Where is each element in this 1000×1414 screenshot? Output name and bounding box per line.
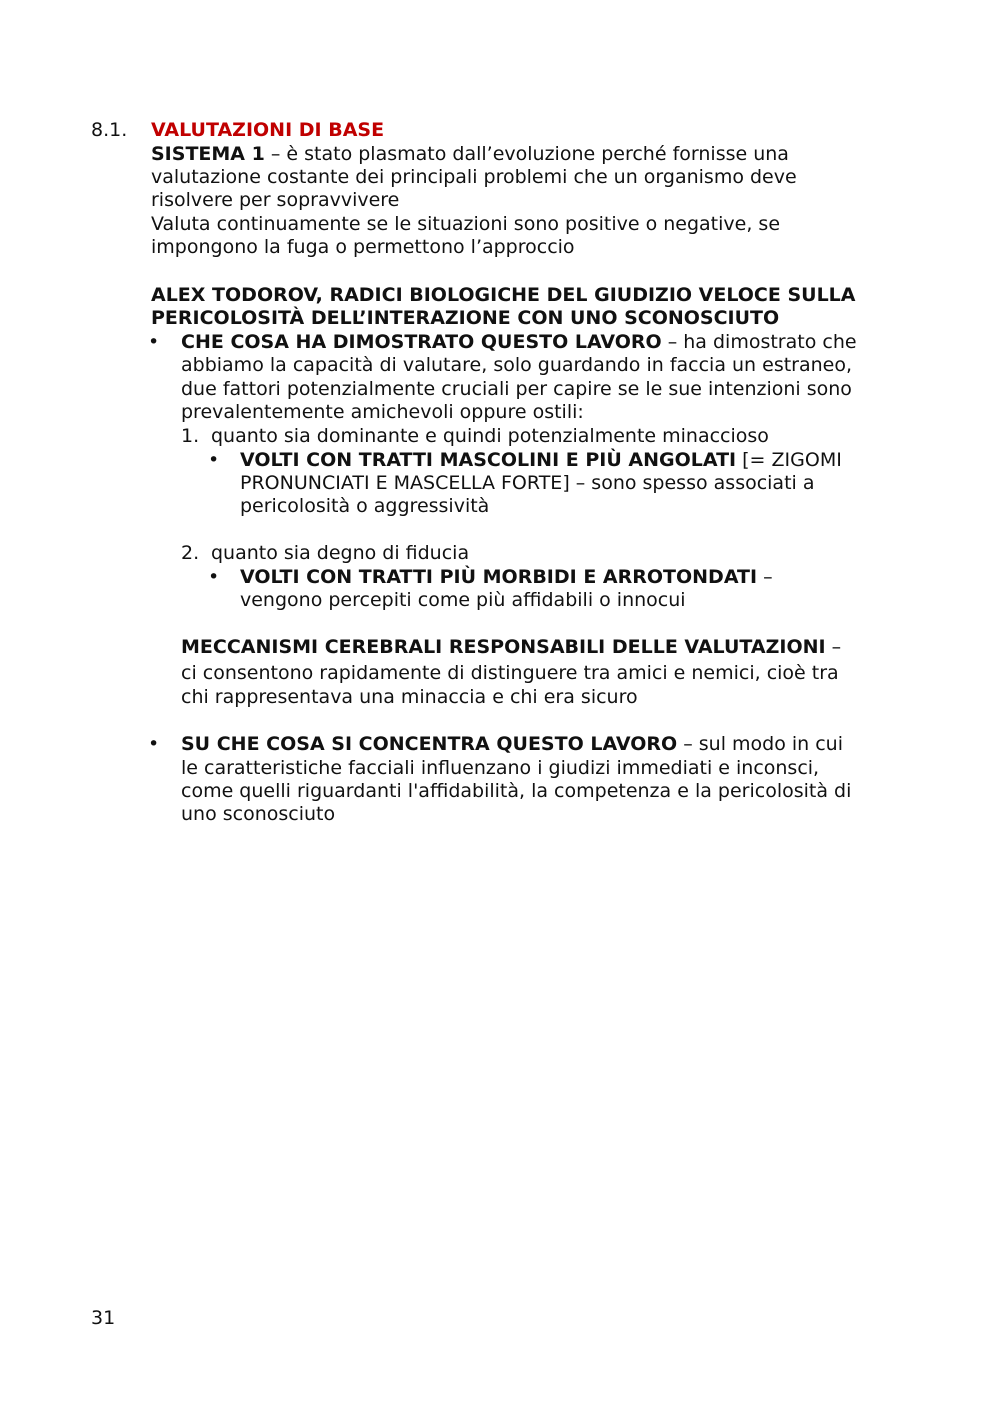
item-1-sub-label: VOLTI CON TRATTI MASCOLINI E PIÙ ANGOLATI [240,449,737,471]
bullet-1-label: CHE COSA HA DIMOSTRATO QUESTO LAVORO [181,331,662,353]
item-2-sub-line-1: VOLTI CON TRATTI PIÙ MORBIDI E ARROTONDATI – [240,566,773,588]
sistema-line-4: Valuta continuamente se le situazioni sono positive o negative, se [151,213,781,235]
bullet-1-line-3: due fattori potenzialmente cruciali per capire se le sue intenzioni sono [181,378,852,400]
item-1-text: quanto sia dominante e quindi potenzialmente minaccioso [211,425,769,447]
item-2-sub-line-2: vengono percepiti come più affidabili o innocui [240,589,686,611]
section-number: 8.1. [91,119,128,141]
bullet-1-line-4: prevalentemente amichevoli oppure ostili: [181,401,584,423]
item-2-number: 2. [181,542,200,564]
item-1-sub-bullet: • [208,449,220,471]
bullet-2-line-3: come quelli riguardanti l'affidabilità, la competenza e la pericolosità di [181,780,852,802]
todorov-heading-line-1: ALEX TODOROV, RADICI BIOLOGICHE DEL GIUDIZIO VELOCE SULLA [151,284,856,306]
page-number: 31 [91,1307,116,1329]
section-title: VALUTAZIONI DI BASE [151,119,385,141]
bullet-2-label: SU CHE COSA SI CONCENTRA QUESTO LAVORO [181,733,678,755]
todorov-heading-line-2: PERICOLOSITÀ DELL’INTERAZIONE CON UNO SCONOSCIUTO [151,307,780,329]
sistema-line-3: risolvere per sopravvivere [151,189,400,211]
meccanismi-line-3: chi rappresentava una minaccia e chi era sicuro [181,686,638,708]
item-1-sub-line-1: VOLTI CON TRATTI MASCOLINI E PIÙ ANGOLATI [= ZIGOMI [240,449,842,471]
sistema-line-5: impongono la fuga o permettono l’approccio [151,236,575,258]
meccanismi-line-2: ci consentono rapidamente di distinguere tra amici e nemici, cioè tra [181,662,839,684]
bullet-2-line-4: uno sconosciuto [181,803,336,825]
bullet-1-marker: • [148,331,160,353]
item-1-sub-line-2: PRONUNCIATI E MASCELLA FORTE] – sono spesso associati a [240,472,815,494]
meccanismi-label: MECCANISMI CEREBRALI RESPONSABILI DELLE VALUTAZIONI [181,636,826,658]
bullet-2-line-1: SU CHE COSA SI CONCENTRA QUESTO LAVORO – sul modo in cui [181,733,843,755]
item-2-sub-bullet: • [208,566,220,588]
item-1-number: 1. [181,425,200,447]
bullet-1-line-1: CHE COSA HA DIMOSTRATO QUESTO LAVORO – ha dimostrato che [181,331,857,353]
meccanismi-line-1: MECCANISMI CEREBRALI RESPONSABILI DELLE VALUTAZIONI – [181,636,842,658]
sistema-line-2: valutazione costante dei principali problemi che un organismo deve [151,166,797,188]
item-2-sub-label: VOLTI CON TRATTI PIÙ MORBIDI E ARROTONDATI [240,566,758,588]
sistema-label: SISTEMA 1 [151,143,265,165]
bullet-2-line-2: le caratteristiche facciali influenzano i giudizi immediati e inconsci, [181,757,820,779]
bullet-1-line-2: abbiamo la capacità di valutare, solo guardando in faccia un estraneo, [181,354,853,376]
bullet-2-marker: • [148,733,160,755]
item-2-text: quanto sia degno di fiducia [211,542,470,564]
sistema-line-1: SISTEMA 1 – è stato plasmato dall’evoluzione perché fornisse una [151,143,789,165]
item-1-sub-line-3: pericolosità o aggressività [240,495,490,517]
